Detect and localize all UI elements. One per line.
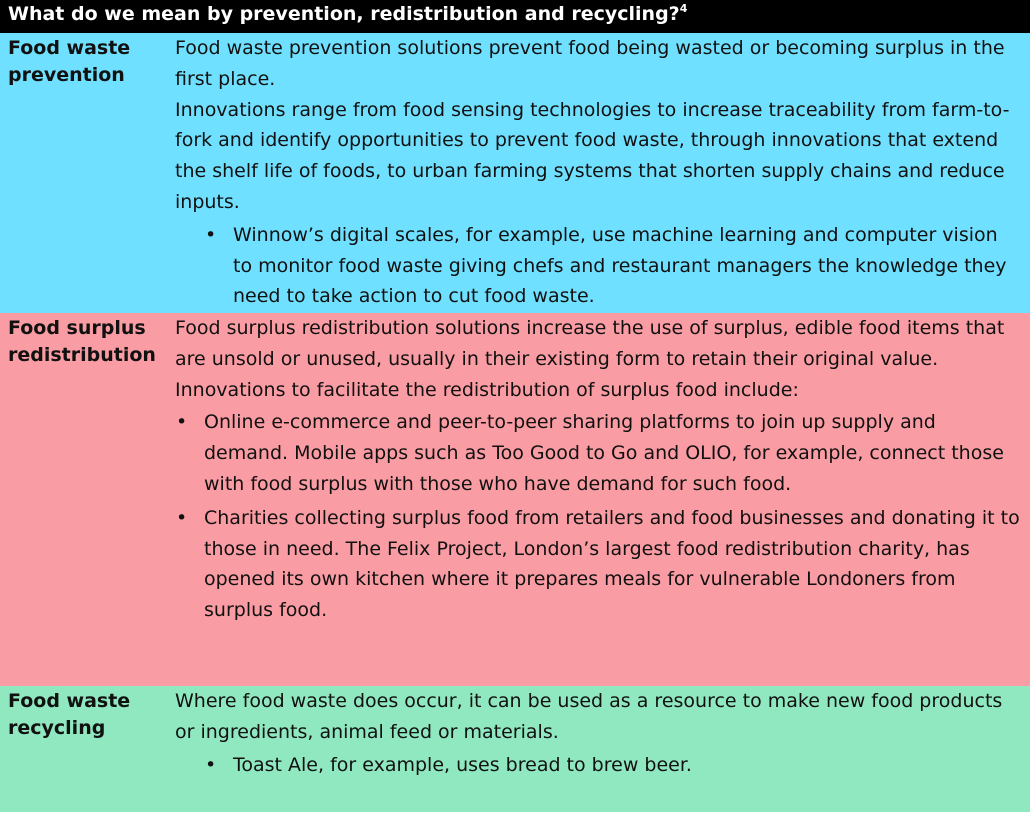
paragraph: Food surplus redistribution solutions increase the use of surplus, edible food items that are unsold or unused, usually in their existing form to retain their original value. <box>175 317 1005 370</box>
row-food-waste-recycling <box>0 686 1030 812</box>
bullet-text: Charities collecting surplus food from retailers and food businesses and donating it to those in need. The Felix Project, London’s largest food redistribution charity, has opened its own kitchen where it prepares meals for vulnerable Londoners from surplus food. <box>204 506 1020 622</box>
bullet-list <box>175 220 1022 312</box>
bullet-item <box>204 750 1022 781</box>
bullet-item <box>175 503 1022 626</box>
row-label-redistribution: Food surplus redistribution <box>8 317 156 366</box>
paragraph: Innovations range from food sensing technologies to increase traceability from farm-to-fork and identify opportunities to prevent food waste, through innovations that extend the shelf life of foods, to urban farming systems that shorten supply chains and reduce inputs. <box>175 98 1010 213</box>
row-label-prevention: Food waste prevention <box>8 37 131 86</box>
bullet-item <box>175 407 1022 499</box>
bullet-text: Toast Ale, for example, uses bread to brew beer. <box>233 753 692 776</box>
row-content-prevention <box>166 33 1030 313</box>
paragraph: Where food waste does occur, it can be used as a resource to make new food products or ingredients, animal feed or materials. <box>175 690 1003 743</box>
footnote-marker[interactable]: 4 <box>679 2 688 15</box>
row-food-surplus-redistribution <box>0 313 1030 686</box>
row-label-recycling: Food waste recycling <box>8 690 131 739</box>
bullet-item <box>204 220 1022 312</box>
row-content-recycling <box>166 686 1030 812</box>
bullet-text: Online e-commerce and peer-to-peer sharing platforms to join up supply and demand. Mobile apps such as Too Good to Go and OLIO, for example, connect those with food surplus with those who have demand for such food. <box>204 411 1004 495</box>
bullet-list <box>175 750 1022 781</box>
row-content-redistribution <box>166 313 1030 686</box>
paragraph: Innovations to facilitate the redistribution of surplus food include: <box>175 378 799 401</box>
box-title-text: What do we mean by prevention, redistribution and recycling? <box>8 3 680 25</box>
box-title <box>0 0 1030 33</box>
bullet-list <box>175 407 1022 626</box>
row-food-waste-prevention <box>0 33 1030 313</box>
bullet-text: Winnow’s digital scales, for example, use machine learning and computer vision to monitor food waste giving chefs and restaurant managers the knowledge they need to take action to cut food waste. <box>233 223 1007 308</box>
paragraph: Food waste prevention solutions prevent food being wasted or becoming surplus in the first place. <box>175 37 1005 90</box>
